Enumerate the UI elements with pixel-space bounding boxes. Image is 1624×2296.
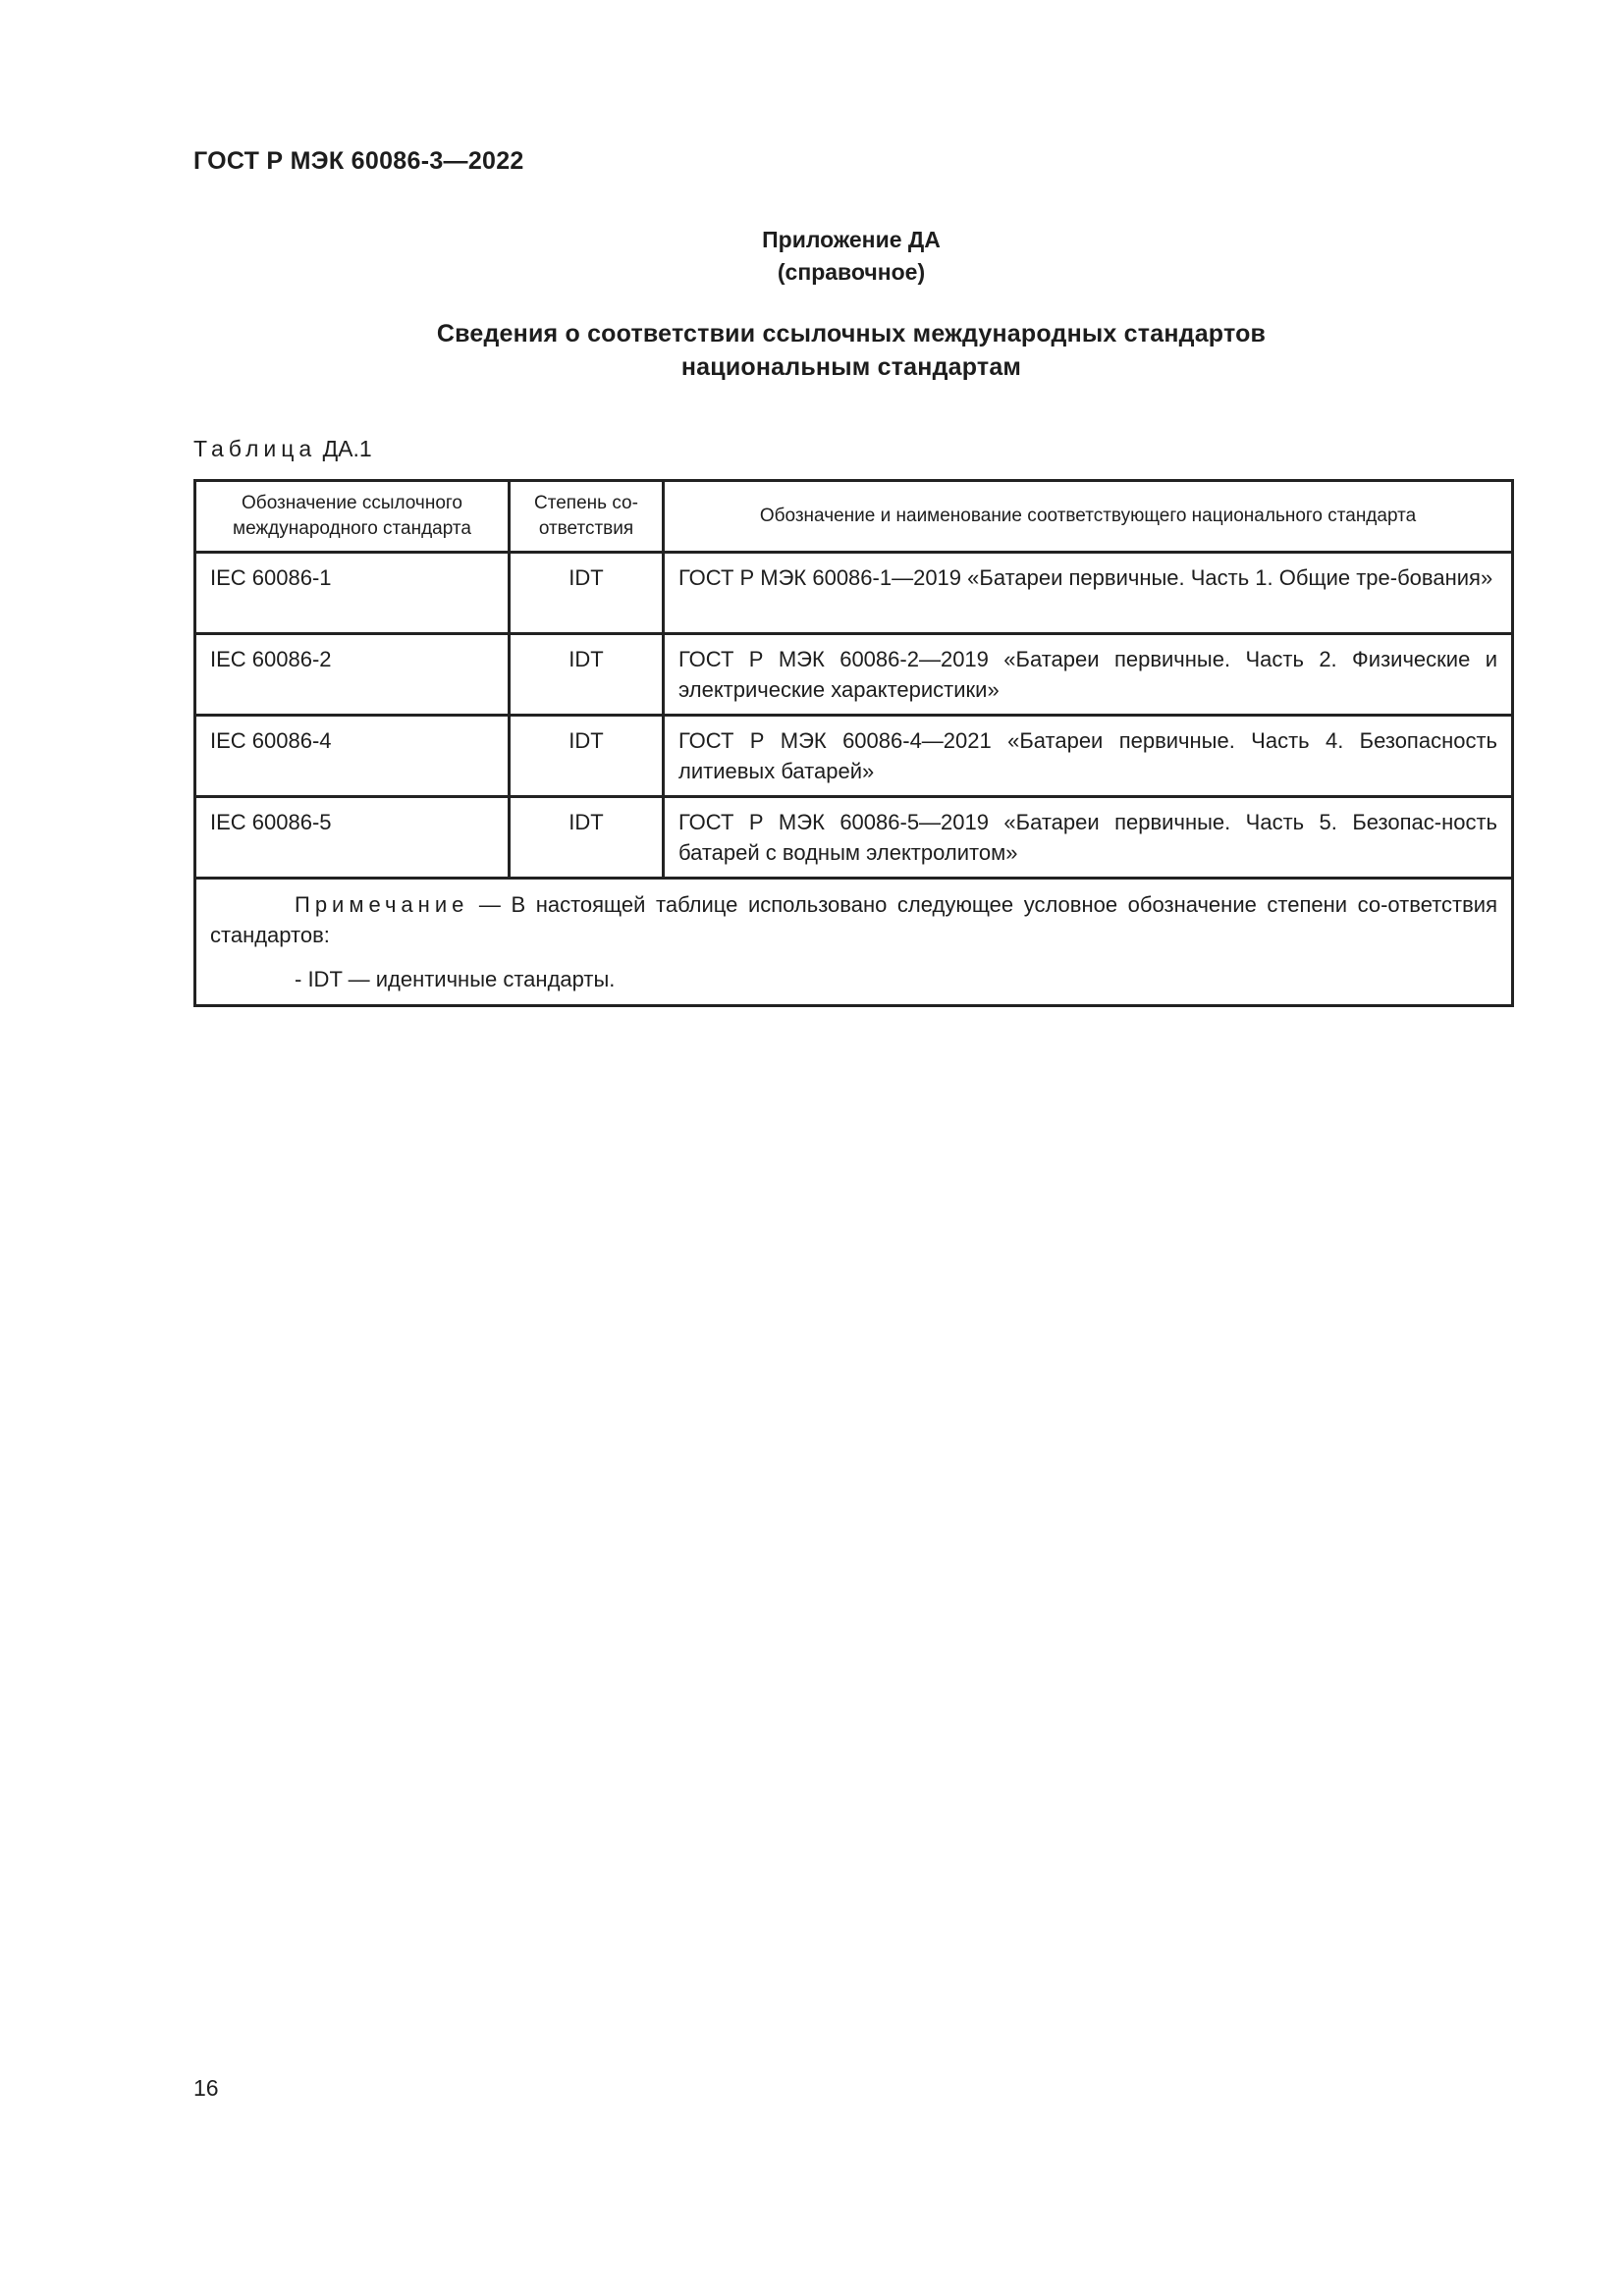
table-note (195, 879, 1513, 1006)
cell-ref-standard: IEC 60086-1 (195, 553, 510, 634)
table-note-row (195, 879, 1513, 1006)
table-row (195, 797, 1513, 879)
table-row (195, 553, 1513, 634)
table-caption (193, 436, 372, 462)
cell-ref-standard: IEC 60086-5 (195, 797, 510, 879)
cell-national-standard: ГОСТ Р МЭК 60086-2—2019 «Батареи первичные. Часть 2. Физические и электрические характеристики» (664, 634, 1513, 716)
cell-degree: IDT (510, 553, 664, 634)
section-heading-line-1: Сведения о соответствии ссылочных международных стандартов (436, 320, 1267, 347)
note-paragraph (210, 889, 1497, 950)
cell-degree: IDT (510, 634, 664, 716)
table-header-row (195, 481, 1513, 553)
cell-degree: IDT (510, 797, 664, 879)
note-list-item: - IDT — идентичные стандарты. (295, 967, 616, 991)
header-degree: Степень со-ответствия (510, 481, 664, 553)
cell-national-standard: ГОСТ Р МЭК 60086-4—2021 «Батареи первичные. Часть 4. Безопасность литиевых батарей» (664, 716, 1513, 797)
standards-correspondence-table (193, 479, 1514, 1007)
cell-national-standard: ГОСТ Р МЭК 60086-1—2019 «Батареи первичные. Часть 1. Общие тре-бования» (664, 553, 1513, 634)
cell-ref-standard: IEC 60086-4 (195, 716, 510, 797)
cell-national-standard: ГОСТ Р МЭК 60086-5—2019 «Батареи первичные. Часть 5. Безопас-ность батарей с водным электролитом» (664, 797, 1513, 879)
table-caption-number: ДА.1 (322, 436, 372, 461)
table-row (195, 716, 1513, 797)
cell-ref-standard: IEC 60086-2 (195, 634, 510, 716)
note-text: — В настоящей таблице использовано следующее условное обозначение степени со-ответствия стандартов: (210, 892, 1497, 947)
header-national-standard: Обозначение и наименование соответствующего национального стандарта (664, 481, 1513, 553)
table-row (195, 634, 1513, 716)
table-caption-label: Таблица (193, 436, 317, 461)
document-code: ГОСТ Р МЭК 60086-3—2022 (193, 147, 524, 175)
cell-degree: IDT (510, 716, 664, 797)
appendix-title: Приложение ДА (762, 227, 941, 252)
page-number: 16 (193, 2075, 219, 2101)
header-ref-standard: Обозначение ссылочного международного стандарта (195, 481, 510, 553)
appendix-subtitle: (справочное) (777, 259, 926, 285)
section-heading-line-2: национальным стандартам (680, 353, 1022, 381)
note-label: Примечание (295, 892, 469, 917)
